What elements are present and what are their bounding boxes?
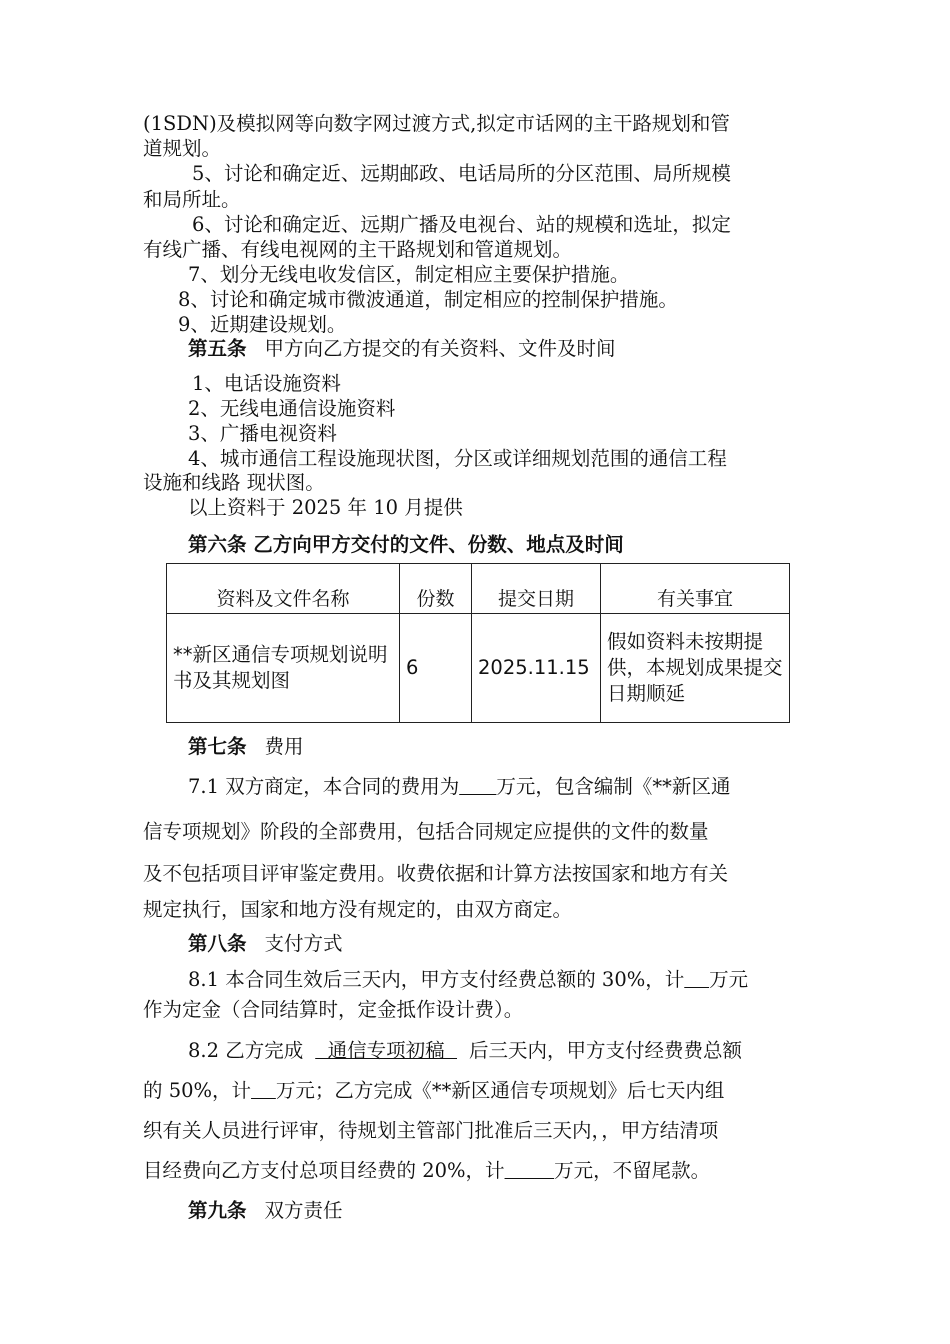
clause-text: 万元 (709, 968, 749, 991)
material-item: 1、电话设施资料 (192, 372, 341, 395)
material-item: 3、广播电视资料 (188, 422, 337, 445)
text-line: 8、讨论和确定城市微波通道，制定相应的控制保护措施。 (178, 288, 678, 311)
material-note: 以上资料于 2025 年 10 月提供 (188, 496, 463, 519)
text-line: 道规划。 (143, 137, 222, 160)
date-cell: 2025.11.15 (472, 614, 601, 723)
clause-text: 目经费向乙方支付总项目经费的 20%，计 (143, 1159, 505, 1182)
article-9-heading (188, 1199, 343, 1223)
header-cell: 有关事宜 (601, 564, 790, 614)
article-text: 支付方式 (264, 932, 343, 955)
table-header-row (167, 564, 790, 614)
material-item: 4、城市通信工程设施现状图，分区或详细规划范围的通信工程 (188, 447, 727, 470)
material-item: 2、无线电通信设施资料 (188, 397, 396, 420)
clause-text: 万元，不留尾款。 (554, 1159, 711, 1182)
article-text: 甲方向乙方提交的有关资料、文件及时间 (264, 337, 616, 360)
text-line: 9、近期建设规划。 (178, 313, 347, 336)
text-line: 及不包括项目评审鉴定费用。收费依据和计算方法按国家和地方有关 (143, 862, 729, 885)
amount-blank (459, 775, 496, 798)
article-title: 第五条 (188, 337, 247, 360)
text-line: (1SDN)及模拟网等向数字网过渡方式,拟定市话网的主干路规划和管 (143, 112, 730, 135)
clause-8-2-cont (143, 1079, 724, 1103)
clause-text: 8.2 乙方完成 (188, 1039, 304, 1062)
text-line: 规定执行，国家和地方没有规定的，由双方商定。 (143, 898, 573, 921)
clause-text: 后三天内，甲方支付经费费总额 (469, 1039, 743, 1062)
amount-blank (684, 968, 709, 991)
copies-cell: 6 (400, 614, 472, 723)
clause-text: 阶段的全部费用，包括合同规定应提供的文件的数量 (260, 820, 709, 843)
table-row (167, 614, 790, 723)
article-title: 第七条 (188, 735, 247, 758)
article-7-heading (188, 735, 304, 759)
text-line: 6、讨论和确定近、远期广播及电视台、站的规模和选址，拟定 (192, 213, 731, 236)
milestone-underlined: 通信专项初稿 (315, 1039, 458, 1062)
amount-blank (505, 1159, 555, 1182)
article-8-heading (188, 932, 343, 956)
clause-8-1 (188, 968, 748, 992)
amount-blank (251, 1079, 276, 1102)
clause-text: 万元；乙方完成《**新 (275, 1079, 471, 1102)
article-text: 费用 (264, 735, 304, 758)
clause-text: 区通信专项规划》 (470, 1079, 627, 1102)
header-cell: 提交日期 (472, 564, 601, 614)
note-cell: 假如资料未按期提供，本规划成果提交日期顺延 (601, 614, 790, 723)
text-line: 有线广播、有线电视网的主干路规划和管道规划。 (143, 238, 573, 261)
text-line: 和局所址。 (143, 188, 241, 211)
text-line: 织有关人员进行评审，待规划主管部门批准后三天内，，甲方结清项 (143, 1119, 719, 1142)
article-title: 第九条 (188, 1199, 247, 1222)
text-line: 7、划分无线电收发信区，制定相应主要保护措施。 (188, 263, 630, 286)
article-title: 第八条 (188, 932, 247, 955)
header-cell: 资料及文件名称 (167, 564, 400, 614)
deliverables-table (166, 563, 790, 723)
clause-text: 区通 (691, 775, 731, 798)
text-line: 作为定金（合同结算时，定金抵作设计费）。 (143, 998, 524, 1021)
material-item: 设施和线路 现状图。 (143, 471, 325, 494)
file-name-cell: **新区通信专项规划说明书及其规划图 (167, 614, 400, 723)
article-6-heading: 第六条 乙方向甲方交付的文件、份数、地点及时间 (188, 533, 624, 556)
clause-8-2 (188, 1039, 742, 1063)
clause-text: 万元，包含编制《**新 (496, 775, 692, 798)
clause-7-1-cont (143, 820, 709, 844)
clause-7-1 (188, 775, 730, 799)
article-text: 双方责任 (264, 1199, 343, 1222)
clause-text: 信专项规划》 (143, 820, 261, 843)
clause-text: 7.1 双方商定，本合同的费用为 (188, 775, 460, 798)
clause-text: 后七天内组 (626, 1079, 725, 1102)
clause-text: 的 50%，计 (143, 1079, 252, 1102)
header-cell: 份数 (400, 564, 472, 614)
text-line: 5、讨论和确定近、远期邮政、电话局所的分区范围、局所规模 (192, 162, 731, 185)
clause-8-2-end (143, 1159, 710, 1183)
clause-text: 8.1 本合同生效后三天内，甲方支付经费总额的 30%，计 (188, 968, 685, 991)
article-5-heading (188, 337, 616, 361)
